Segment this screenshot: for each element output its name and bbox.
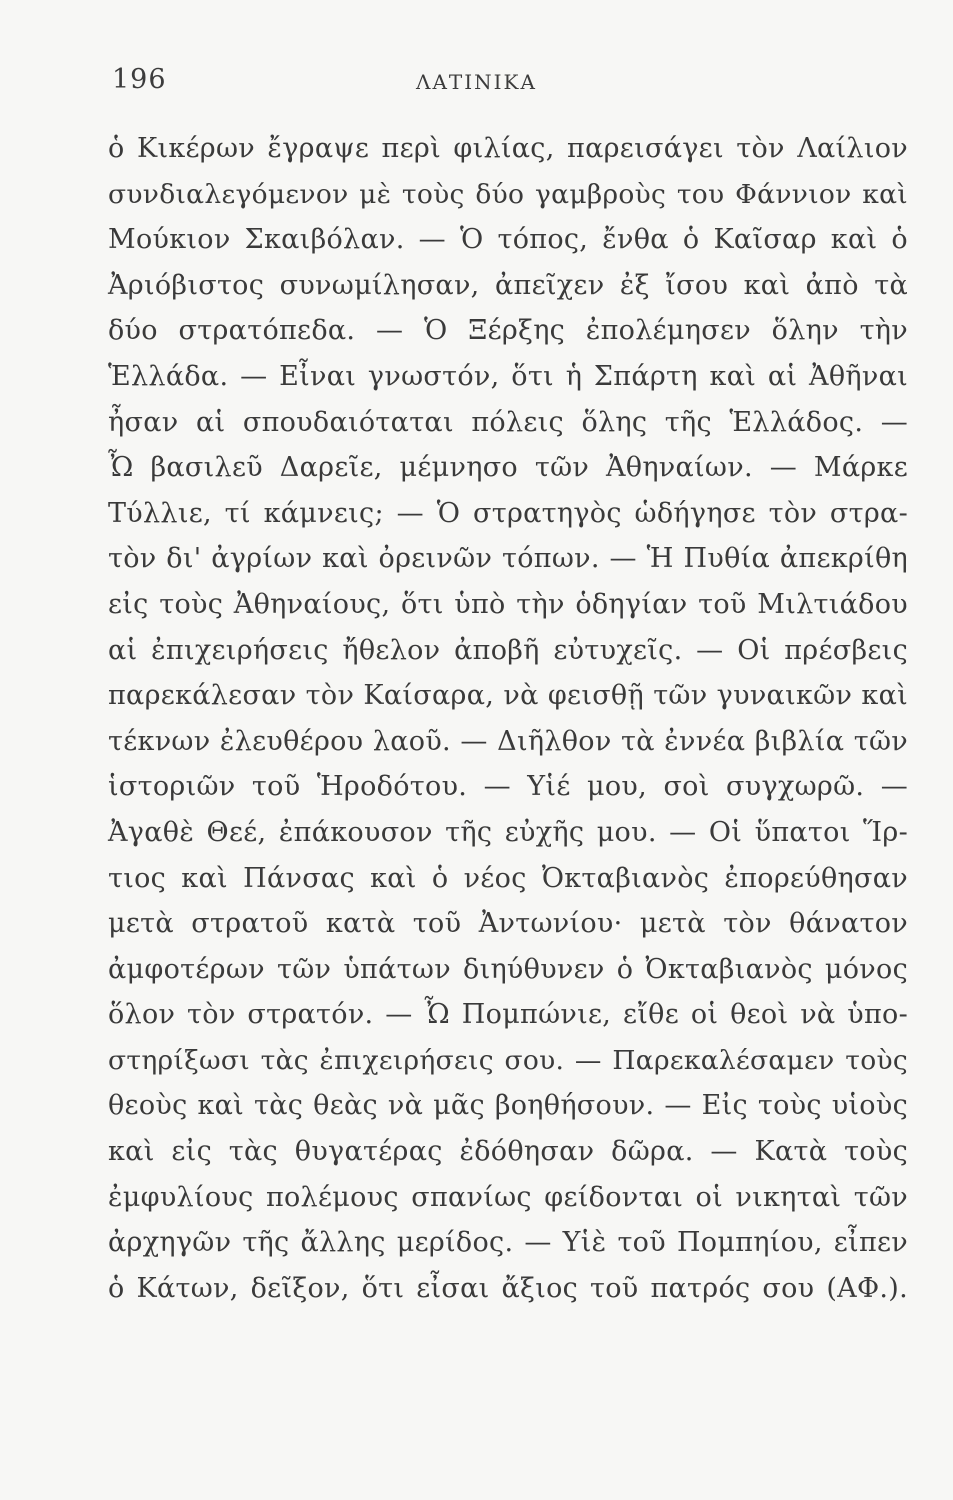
text-line: ὁ Κάτων, δεῖξον, ὅτι εἶσαι ἄξιος τοῦ πατρός σου (ΑΦ.).: [108, 1272, 908, 1304]
text-line: ἐμφυλίους πολέμους σπανίως φείδονται οἱ νικηταὶ τῶν: [108, 1181, 908, 1213]
text-line: ἦσαν αἱ σπουδαιόταται πόλεις ὅλης τῆς Ἑλλάδος. —: [108, 406, 908, 438]
text-line: αἱ ἐπιχειρήσεις ἤθελον ἀποβῆ εὐτυχεῖς. — Οἱ πρέσβεις: [108, 634, 908, 666]
page-number: 196: [112, 64, 167, 95]
text-line: Ἑλλάδα. — Εἶναι γνωστόν, ὅτι ἡ Σπάρτη καὶ αἱ Ἀθῆναι: [108, 360, 908, 392]
text-line: ὁ Κικέρων ἔγραψε περὶ φιλίας, παρεισάγει τὸν Λαίλιον: [108, 133, 908, 164]
text-line: καὶ εἰς τὰς θυγατέρας ἐδόθησαν δῶρα. — Κατὰ τοὺς: [108, 1136, 908, 1168]
text-line: Τύλλιε, τί κάμνεις; — Ὁ στρατηγὸς ὡδήγησε τὸν στρα-: [108, 497, 908, 529]
text-line: ἱστοριῶν τοῦ Ἡροδότου. — Υἱέ μου, σοὶ συγχωρῶ. —: [108, 771, 908, 803]
text-line: τὸν δι' ἀγρίων καὶ ὀρεινῶν τόπων. — Ἡ Πυθία ἀπεκρίθη: [108, 543, 908, 575]
text-line: τέκνων ἐλευθέρου λαοῦ. — Διῆλθον τὰ ἐννέα βιβλία τῶν: [108, 725, 908, 757]
text-line: Μούκιον Σκαιβόλαν. — Ὁ τόπος, ἔνθα ὁ Καῖσαρ καὶ ὁ: [108, 224, 908, 256]
text-line: Ἀριόβιστος συνωμίλησαν, ἀπεῖχεν ἐξ ἴσου καὶ ἀπὸ τὰ: [108, 269, 908, 301]
text-line: Ὦ βασιλεῦ Δαρεῖε, μέμνησο τῶν Ἀθηναίων. — Μάρκε: [108, 452, 908, 484]
text-line: δύο στρατόπεδα. — Ὁ Ξέρξης ἐπολέμησεν ὅλην τὴν: [108, 315, 908, 347]
text-line: τιος καὶ Πάνσας καὶ ὁ νέος Ὀκταβιανὸς ἐπορεύθησαν: [108, 862, 908, 894]
running-head: ΛΑΤΙΝΙΚΑ: [416, 70, 537, 94]
text-line: ὅλον τὸν στρατόν. — Ὦ Πομπώνιε, εἴθε οἱ θεοὶ νὰ ὑπο-: [108, 999, 908, 1031]
text-line: ἀμφοτέρων τῶν ὑπάτων διηύθυνεν ὁ Ὀκταβιανὸς μόνος: [108, 953, 908, 985]
text-line: στηρίξωσι τὰς ἐπιχειρήσεις σου. — Παρεκαλέσαμεν τοὺς: [108, 1044, 908, 1076]
body-text: [108, 126, 908, 1311]
text-line: εἰς τοὺς Ἀθηναίους, ὅτι ὑπὸ τὴν ὁδηγίαν τοῦ Μιλτιάδου: [108, 588, 908, 620]
text-line: ἀρχηγῶν τῆς ἄλλης μερίδος. — Υἱὲ τοῦ Πομπηίου, εἶπεν: [108, 1227, 908, 1259]
text-line: παρεκάλεσαν τὸν Καίσαρα, νὰ φεισθῇ τῶν γυναικῶν καὶ: [108, 680, 908, 712]
text-line: Ἀγαθὲ Θεέ, ἐπάκουσον τῆς εὐχῆς μου. — Οἱ ὕπατοι Ἵρ-: [108, 816, 908, 848]
text-line: συνδιαλεγόμενον μὲ τοὺς δύο γαμβροὺς του Φάννιον καὶ: [108, 178, 908, 210]
text-line: θεοὺς καὶ τὰς θεὰς νὰ μᾶς βοηθήσουν. — Εἰς τοὺς υἱοὺς: [108, 1090, 908, 1122]
text-line: μετὰ στρατοῦ κατὰ τοῦ Ἀντωνίου· μετὰ τὸν θάνατον: [108, 908, 908, 940]
